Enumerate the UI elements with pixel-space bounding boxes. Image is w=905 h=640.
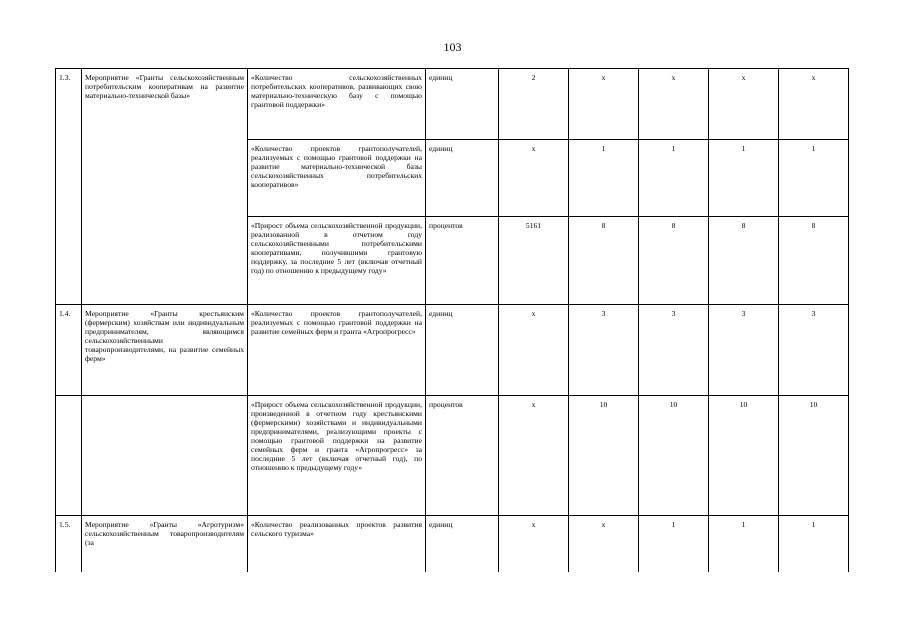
event-cell: Мероприятие «Гранты крестьянским (фермерским) хозяйствам или индивидуальным предпринимателям, являющимся сельскохозяйственными товаропроизводителями, на развитие семейных ферм»	[82, 305, 248, 396]
value-cell: 10	[709, 396, 779, 516]
row-number	[56, 396, 82, 516]
value-cell: 8	[709, 217, 779, 305]
row-number: 1.4.	[56, 305, 82, 396]
unit-cell: процентов	[426, 396, 499, 516]
value-cell: 3	[639, 305, 709, 396]
unit-cell: единиц	[426, 305, 499, 396]
unit-cell: единиц	[426, 69, 499, 140]
value-cell: х	[499, 396, 569, 516]
value-cell: 3	[709, 305, 779, 396]
row-number: 1.3.	[56, 69, 82, 305]
value-cell: 8	[779, 217, 849, 305]
value-cell: 5161	[499, 217, 569, 305]
value-cell: х	[499, 305, 569, 396]
value-cell: 1	[639, 516, 709, 572]
value-cell: х	[779, 69, 849, 140]
indicator-cell: «Количество проектов грантополучателей, реализуемых с помощью грантовой поддержки на развитие семейных ферм и гранта «Агропрогресс»	[248, 305, 426, 396]
unit-cell: процентов	[426, 217, 499, 305]
unit-cell: единиц	[426, 516, 499, 572]
value-cell: 8	[569, 217, 639, 305]
value-cell: 1	[779, 516, 849, 572]
value-cell: 10	[569, 396, 639, 516]
value-cell: х	[639, 69, 709, 140]
value-cell: 1	[569, 140, 639, 217]
value-cell: 8	[639, 217, 709, 305]
indicator-cell: «Прирост объема сельскохозяйственной продукции, реализованной в отчетном году сельскохозяйственными потребительскими кооперативами, получившими грантовую поддержку, за последние 5 лет (включая отчетный год) по отношению к предыдущему году»	[248, 217, 426, 305]
row-number: 1.5.	[56, 516, 82, 572]
table-row	[56, 516, 849, 572]
value-cell: 1	[709, 140, 779, 217]
value-cell: х	[499, 140, 569, 217]
indicators-table	[55, 68, 849, 572]
value-cell: х	[569, 516, 639, 572]
value-cell: 1	[779, 140, 849, 217]
indicator-cell: «Количество проектов грантополучателей, реализуемых с помощью грантовой поддержки на развитие материально-технической базы сельскохозяйственных потребительских кооперативов»	[248, 140, 426, 217]
table-row	[56, 396, 849, 516]
value-cell: 1	[709, 516, 779, 572]
table-row	[56, 69, 849, 140]
value-cell: 3	[779, 305, 849, 396]
value-cell: х	[569, 69, 639, 140]
indicator-cell: «Количество сельскохозяйственных потребительских кооперативов, развивающих свою материально-техническую базу с помощью грантовой поддержки»	[248, 69, 426, 140]
value-cell: х	[709, 69, 779, 140]
unit-cell: единиц	[426, 140, 499, 217]
value-cell: 2	[499, 69, 569, 140]
value-cell: х	[499, 516, 569, 572]
value-cell: 10	[639, 396, 709, 516]
value-cell: 10	[779, 396, 849, 516]
value-cell: 3	[569, 305, 639, 396]
event-cell: Мероприятие «Гранты «Агротуризм» сельскохозяйственным товаропроизводителям (за	[82, 516, 248, 572]
event-cell	[82, 396, 248, 516]
indicator-cell: «Количество реализованных проектов развития сельского туризма»	[248, 516, 426, 572]
table-row	[56, 305, 849, 396]
page-number: 103	[443, 40, 462, 54]
indicator-cell: «Прирост объема сельскохозяйственной продукции, произведенной в отчетном году крестьянскими (фермерскими) хозяйствами и индивидуальными предпринимателями, реализующими проекты с помощью грантовой поддержки на развитие семейных ферм и гранта «Агропрогресс» за последние 5 лет (включая отчетный год), по отношению к предыдущему году»	[248, 396, 426, 516]
event-cell: Мероприятие «Гранты сельскохозяйственным потребительским кооперативам на развитие материально-технической базы»	[82, 69, 248, 305]
value-cell: 1	[639, 140, 709, 217]
